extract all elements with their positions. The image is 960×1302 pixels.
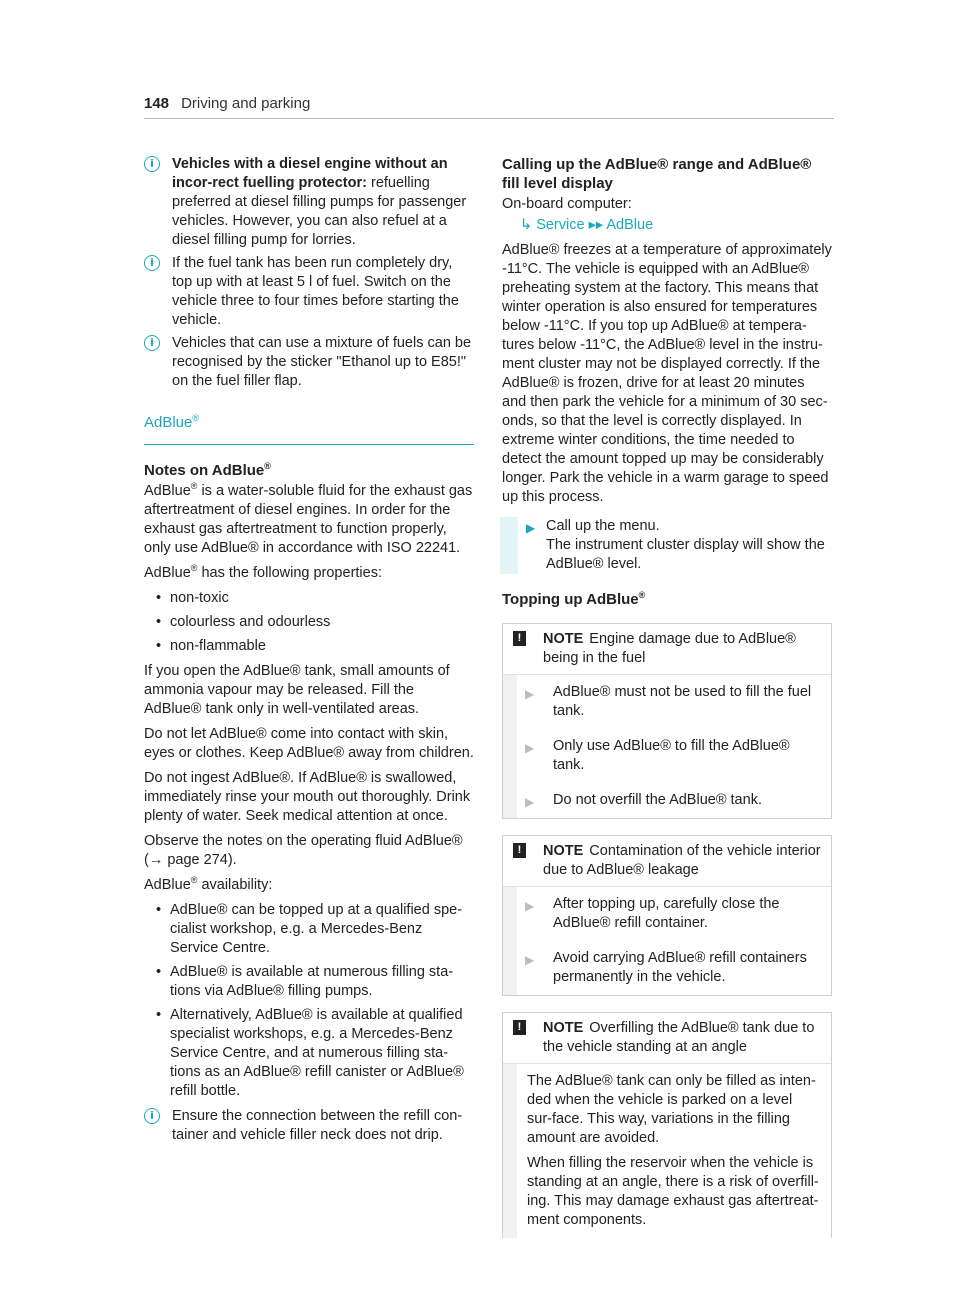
double-chevron-icon: ▸▸ <box>588 217 604 233</box>
note-box <box>502 835 832 996</box>
paragraph: Observe the notes on the operating fluid AdBlue® (→ page 274). <box>144 833 463 868</box>
properties-list <box>144 589 474 656</box>
info-icon: i <box>144 1108 160 1124</box>
note-text: The AdBlue® tank can only be filled as inten-ded when the vehicle is parked on a level sur-face. This way, variations in the filling amount are avoided. When filling the reservoir when the vehicle is standing at an angle, there is a risk of overfill-ing. This may damage exhaust gas aftertreat-ment components. <box>503 1064 831 1238</box>
note-header: ! NOTE Contamination of the vehicle interior due to AdBlue® leakage <box>503 836 831 887</box>
paragraph: AdBlue® availability: <box>144 875 273 893</box>
info-note: i If the fuel tank has been run completely dry, top up with at least 5 l of fuel. Switch on the vehicle three to four times before starting the vehicle. <box>144 254 474 330</box>
left-column <box>144 155 474 1149</box>
paragraph: If you open the AdBlue® tank, small amounts of ammonia vapour may be released. Fill the AdBlue® tank only in well-ventilated areas. <box>144 663 450 717</box>
info-note: i Vehicles with a diesel engine without an incor-rect fuelling protector: refuelling preferred at diesel filling pumps for passenger vehicles. However, you can also refuel at a diesel filling pump for lorries. <box>144 155 474 250</box>
subheading: Calling up the AdBlue® range and AdBlue® fill level display <box>502 156 812 192</box>
note-box <box>502 1012 832 1238</box>
list-item: • AdBlue® is available at numerous filling sta-tions via AdBlue® filling pumps. <box>158 963 474 1001</box>
step-arrow-icon: ▶ <box>525 899 535 913</box>
instruction-step: ▶ Call up the menu. The instrument cluster display will show the AdBlue® level. <box>500 517 832 574</box>
note-item: ▶ Avoid carrying AdBlue® refill containers permanently in the vehicle. <box>503 941 831 995</box>
page-number: 148 <box>144 95 170 112</box>
warning-icon: ! <box>513 1020 526 1035</box>
note-item: ▶ Only use AdBlue® to fill the AdBlue® tank. <box>503 729 831 783</box>
paragraph: Do not ingest AdBlue®. If AdBlue® is swallowed, immediately rinse your mouth out thoroughly. Drink plenty of water. Seek medical attention at once. <box>144 770 471 824</box>
list-item: • colourless and odourless <box>158 613 474 632</box>
paragraph: AdBlue® freezes at a temperature of approximately -11°C. The vehicle is equipped with an AdBlue® preheating system at the factory. This means that winter operation is also ensured for temperatures below -11°C. If you top up AdBlue® at tempera-tures below -11°C, the AdBlue® level in the instru-ment cluster may not be displayed correctly. If the AdBlue® is frozen, drive for at least 20 minutes and then park the vehicle for a minimum of 30 sec-onds, so that the level is correctly displayed. In extreme winter conditions, the time needed to detect the amount topped up may be considerably longer. Park the vehicle in a warm garage to speed up this process. <box>502 242 832 505</box>
step-arrow-icon: ▶ <box>526 521 536 535</box>
step-arrow-icon: ▶ <box>525 687 535 701</box>
right-column <box>502 155 832 1254</box>
paragraph: Do not let AdBlue® come into contact with skin, eyes or clothes. Keep AdBlue® away from children. <box>144 726 474 761</box>
list-item: • AdBlue® can be topped up at a qualified spe-cialist workshop, e.g. a Mercedes-Benz Service Centre. <box>158 901 474 958</box>
note-item: ▶ Do not overfill the AdBlue® tank. <box>503 783 831 818</box>
subheading: Topping up AdBlue® <box>502 590 646 608</box>
note-item: ▶ After topping up, carefully close the AdBlue® refill container. <box>503 887 831 941</box>
step-arrow-icon: ▶ <box>525 741 535 755</box>
info-icon: i <box>144 335 160 351</box>
list-item: • non-toxic <box>158 589 474 608</box>
page-header <box>144 94 834 119</box>
note-header: ! NOTE Engine damage due to AdBlue® being in the fuel <box>503 624 831 675</box>
note-header: ! NOTE Overfilling the AdBlue® tank due to the vehicle standing at an angle <box>503 1013 831 1064</box>
section-title: AdBlue® <box>144 413 474 445</box>
menu-path <box>520 216 832 235</box>
list-item: • Alternatively, AdBlue® is available at qualified specialist workshops, e.g. a Mercedes-Benz Service Centre, and at numerous filling sta-tions as an AdBlue® refill canister or AdBlue® refill bottle. <box>158 1006 474 1101</box>
subheading: Notes on AdBlue® <box>144 461 271 479</box>
note-box <box>502 623 832 819</box>
list-item: • non-flammable <box>158 637 474 656</box>
info-note: i Ensure the connection between the refill con-tainer and vehicle filler neck does not drip. <box>144 1107 474 1145</box>
menu-service: Service <box>536 217 585 233</box>
info-icon: i <box>144 156 160 172</box>
warning-icon: ! <box>513 631 526 646</box>
info-icon: i <box>144 255 160 271</box>
info-note: i Vehicles that can use a mixture of fuels can be recognised by the sticker "Ethanol up to E85!" on the fuel filler flap. <box>144 334 474 391</box>
step-arrow-icon: ▶ <box>525 953 535 967</box>
note-item: ▶ AdBlue® must not be used to fill the fuel tank. <box>503 675 831 729</box>
return-arrow-icon: ↳ <box>520 217 533 233</box>
warning-icon: ! <box>513 843 526 858</box>
availability-list <box>144 901 474 1101</box>
paragraph: On-board computer: <box>502 196 632 212</box>
step-arrow-icon: ▶ <box>525 795 535 809</box>
paragraph: AdBlue® has the following properties: <box>144 563 382 581</box>
paragraph: AdBlue® is a water-soluble fluid for the exhaust gas aftertreatment of diesel engines. In order for the exhaust gas aftertreatment to function properly, only use AdBlue® in accordance with ISO 22241. <box>144 481 473 556</box>
menu-adblue: AdBlue <box>606 217 654 233</box>
chapter-title: Driving and parking <box>181 95 311 112</box>
